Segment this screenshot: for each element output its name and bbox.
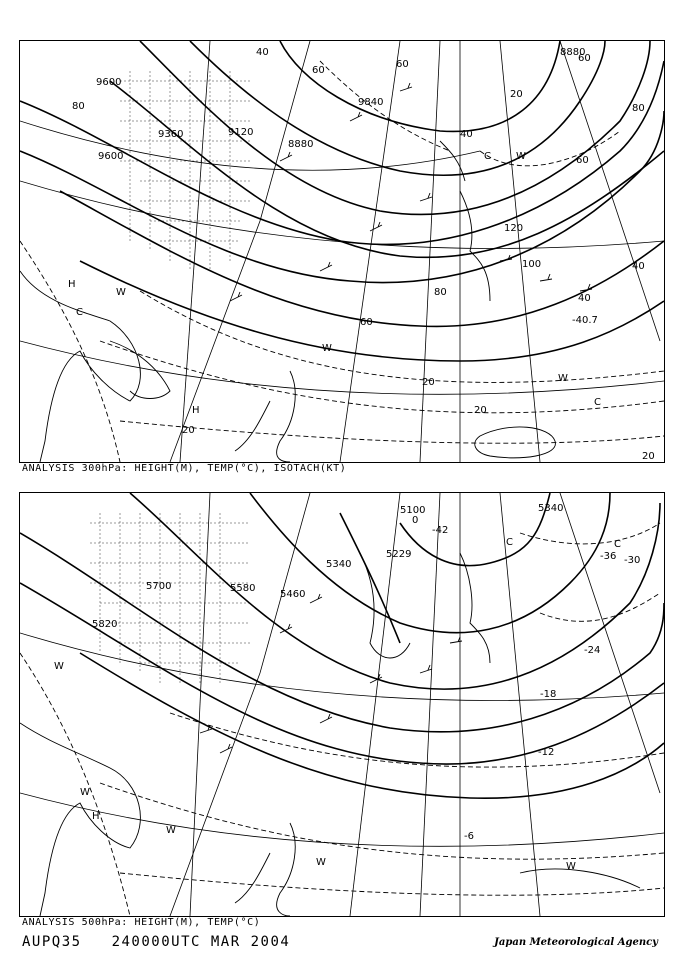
map-300hpa (19, 40, 665, 463)
map-label: 9120 (228, 127, 254, 138)
map-label: 80 (434, 287, 447, 298)
map-label: 20 (182, 425, 195, 436)
map-label: W (566, 861, 576, 872)
isotach-dashed (20, 61, 664, 462)
height-contours (20, 41, 664, 361)
map-label: 8880 (560, 47, 586, 58)
map-label: -12 (538, 747, 555, 758)
map-label: 5460 (280, 589, 306, 600)
map-label: 20 (422, 377, 435, 388)
map-label: -18 (540, 689, 557, 700)
map-label: -6 (464, 831, 474, 842)
map-label: 20 (642, 451, 655, 462)
map-label: -24 (584, 645, 601, 656)
map-label: C (506, 537, 513, 548)
map-label: -36 (600, 551, 617, 562)
height-contours (20, 493, 664, 798)
bulletin-header (22, 934, 320, 950)
map-label: 40 (632, 261, 645, 272)
map-label: 80 (632, 103, 645, 114)
map-label: 8880 (288, 139, 314, 150)
map-label: 40 (460, 129, 473, 140)
map-label: 5229 (386, 549, 412, 560)
map-label: 5340 (326, 559, 352, 570)
map-label: C (614, 539, 621, 550)
coastlines (20, 553, 640, 916)
map-500hpa (19, 492, 665, 917)
map-label: 9600 (98, 151, 124, 162)
map-label: 0 (412, 515, 419, 526)
map-label: -40.7 (572, 315, 598, 326)
map-label: 60 (312, 65, 325, 76)
map-label: 40 (578, 293, 591, 304)
map-label: W (516, 151, 526, 162)
map-300hpa-svg (20, 41, 664, 462)
map-label: 20 (474, 405, 487, 416)
map-label: 60 (396, 59, 409, 70)
map-label: 9840 (358, 97, 384, 108)
map-label: W (116, 287, 126, 298)
map-label: 60 (360, 317, 373, 328)
map-label: 5340 (538, 503, 564, 514)
map-label: 5820 (92, 619, 118, 630)
map-label: -42 (432, 525, 449, 536)
map-label: H (192, 405, 200, 416)
agency-name: Japan Meteorological Agency (494, 937, 658, 948)
map-label: 9360 (158, 129, 184, 140)
map-label: 60 (576, 155, 589, 166)
map-label: C (76, 307, 83, 318)
map-500hpa-labels (54, 503, 640, 872)
map-label: 60 (578, 53, 591, 64)
map-label: W (316, 857, 326, 868)
map-label: W (54, 661, 64, 672)
map-label: -30 (624, 555, 641, 566)
map-label: 20 (510, 89, 523, 100)
map-label: W (322, 343, 332, 354)
map-label: C (594, 397, 601, 408)
map-label: 5100 (400, 505, 426, 516)
grid-hatch (90, 513, 250, 683)
map-label: 80 (72, 101, 85, 112)
caption-300hpa: ANALYSIS 300hPa: HEIGHT(M), TEMP(°C), ISOTACH(KT) (22, 463, 347, 474)
map-label: 5580 (230, 583, 256, 594)
map-label: H (68, 279, 76, 290)
graticule-lines (20, 41, 664, 462)
map-label: 40 (256, 47, 269, 58)
bulletin-code: AUPQ35 (22, 934, 82, 950)
bulletin-datetime: 240000UTC MAR 2004 (111, 934, 291, 950)
map-label: 5700 (146, 581, 172, 592)
map-label: 9600 (96, 77, 122, 88)
map-label: W (80, 787, 90, 798)
caption-500hpa: ANALYSIS 500hPa: HEIGHT(M), TEMP(°C) (22, 917, 261, 928)
grid-hatch (120, 71, 250, 271)
map-label: W (558, 373, 568, 384)
map-label: 120 (504, 223, 524, 234)
map-label: H (92, 811, 100, 822)
temperature-dashed (20, 523, 664, 916)
map-label: C (484, 151, 491, 162)
map-label: 100 (522, 259, 542, 270)
map-label: W (166, 825, 176, 836)
map-500hpa-svg (20, 493, 664, 916)
